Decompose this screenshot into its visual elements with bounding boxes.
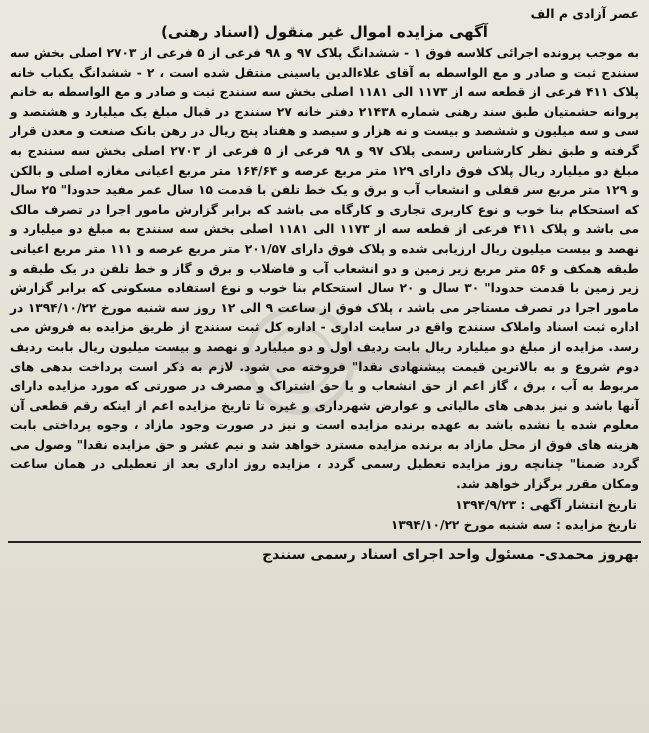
auction-date: تاریخ مزایده : سه شنبه مورخ ۱۳۹۴/۱۰/۲۲ bbox=[390, 517, 637, 532]
divider bbox=[8, 541, 641, 543]
publish-date: تاریخ انتشار آگهی : ۱۳۹۴/۹/۲۳ bbox=[455, 497, 637, 512]
signature: بهروز محمدی- مسئول واحد اجرای اسناد رسمی سنندج bbox=[262, 546, 639, 563]
notice-title: آگهی مزایده اموال غیر منقول (اسناد رهنی) bbox=[161, 23, 488, 41]
notice-body: به موجب پرونده اجرائی کلاسه فوق ۱ - ششدانگ پلاک ۹۷ و ۹۸ فرعی از ۵ فرعی از ۲۷۰۳ اصلی بخش سه سنندج ثبت و صادر و مع الواسطه به آقای علاءالدین یاسینی منتقل شده است ، ۲ - ششدانگ یکباب خانه پلاک ۴۱۱ فرعی از قطعه سه از ۱۱۷۳ الی ۱۱۸۱ اصلی بخش سه سنندج ثبت و صادر و مع الواسطه به خانم پروانه حشمتیان طبق سند رهنی شماره ۲۱۴۳۸ دفتر خانه ۲۷ سنندج در قبال مبلغ یک میلیارد و هشتصد و سی و سه میلیون و ششصد و بیست و نه هزار و سیصد و هفتاد پنج ریال در رهن بانک صنعت و معدن قرار گرفته و طبق نظر کارشناس رسمی پلاک ۹۷ و ۹۸ فرعی از ۵ فرعی از ۲۷۰۳ اصلی بخش سه سنندج به مبلغ دو میلیارد ریال پلاک فوق دارای ۱۲۹ متر مربع عرصه و ۱۶۴/۶۴ متر مربع اعیانی مغازه اصلی و بالکن و ۱۲۹ متر مربع سر قفلی و انشعاب آب و برق و یک خط تلفن با قدمت ۱۵ سال عمر مفید حدودا" ۲۵ سال که استحکام بنا خوب و نوع کاربری تجاری و کارگاه می باشد که برابر گزارش مامور اجرا در تصرف مالک می باشد و پلاک ۴۱۱ فرعی از قطعه سه از ۱۱۷۳ الی ۱۱۸۱ اصلی بخش سه سنندج به مبلغ دو میلیارد و نهصد و بیست میلیون ریال ارزیابی شده و پلاک فوق دارای ۲۰۱/۵۷ متر مربع عرصه و ۱۱۱ متر مربع اعیانی طبقه همکف و ۵۶ متر مربع زیر زمین و دو انشعاب آب و فاضلاب و برق و گاز و خط تلفن در یک طبقه و زیر زمین با قدمت حدودا" ۳۰ سال و ۲۰ سال استحکام بنا خوب و نوع استفاده مسکونی که برابر گزارش مامور اجرا در تصرف مستاجر می باشد ، پلاک فوق از ساعت ۹ الی ۱۲ روز سه شنبه مورخ ۱۳۹۴/۱۰/۲۲ در اداره ثبت اسناد واملاک سنندج واقع در سایت اداری - اداره کل ثبت سنندج از طریق مزایده به فروش می رسد. مزایده از مبلغ دو میلیارد ریال بابت ردیف اول و دو میلیارد و نهصد و بیست میلیون ریال بابت ردیف دوم شروع و به بالاترین قیمت پیشنهادی نقدا" فروخته می شود. لازم به ذکر است پرداخت بدهی های مربوط به آب ، برق ، گاز اعم از حق انشعاب و یا حق اشتراک و مصرف در صورتی که مورد مزایده دارای آنها باشد و نیز بدهی های مالیاتی و عوارض شهرداری و غیره تا تاریخ مزایده اعم از اینکه رقم قطعی آن معلوم شده یا نشده باشد به عهده برنده مزایده است و نیز در صورت وجود مازاد ، وجوه پرداختی بابت هزینه های فوق از محل مازاد به برنده مزایده مسترد خواهد شد و نیم عشر و حق مزایده نقدا" وصول می گردد ضمنا" چنانچه روز مزایده تعطیل رسمی گردد ، مزایده روز اداری بعد از تعطیلی در همان ساعت ومکان مقرر برگزار خواهد شد. bbox=[10, 46, 640, 492]
newspaper-name: عصر آزادی م الف bbox=[530, 6, 639, 21]
